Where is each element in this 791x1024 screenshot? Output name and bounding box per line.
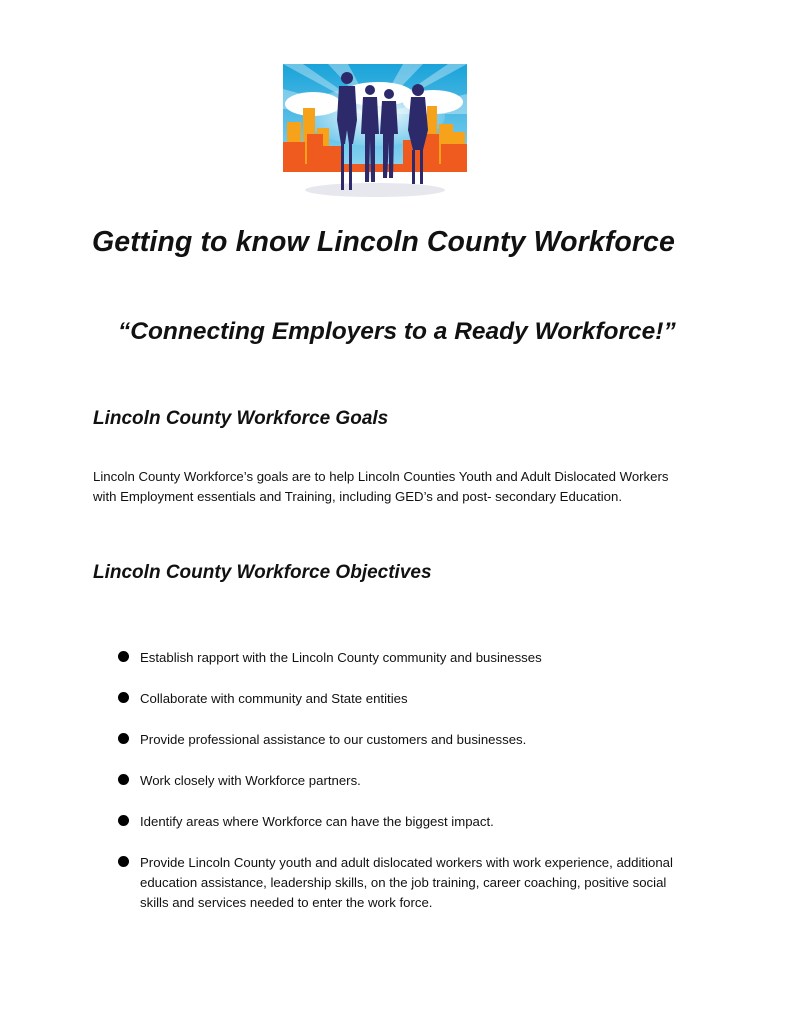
bullet-icon bbox=[118, 733, 129, 744]
bullet-icon bbox=[118, 651, 129, 662]
bullet-icon bbox=[118, 856, 129, 867]
list-item bbox=[116, 812, 696, 832]
objectives-list bbox=[116, 648, 696, 934]
bullet-icon bbox=[118, 815, 129, 826]
objectives-heading: Lincoln County Workforce Objectives bbox=[93, 562, 432, 583]
list-item bbox=[116, 771, 696, 791]
list-item-text: Provide professional assistance to our customers and businesses. bbox=[140, 732, 527, 747]
list-item-text: Identify areas where Workforce can have the biggest impact. bbox=[140, 814, 494, 829]
list-item-text: Collaborate with community and State entities bbox=[140, 691, 408, 706]
list-item bbox=[116, 648, 696, 668]
goals-paragraph: Lincoln County Workforce’s goals are to help Lincoln Counties Youth and Adult Dislocated Workers with Employment essentials and Training, including GED’s and post- secondary Education. bbox=[93, 469, 669, 504]
list-item-text: Work closely with Workforce partners. bbox=[140, 773, 361, 788]
bullet-icon bbox=[118, 692, 129, 703]
list-item-text: Establish rapport with the Lincoln County community and businesses bbox=[140, 650, 542, 665]
business-team-illustration bbox=[283, 64, 467, 200]
goals-heading: Lincoln County Workforce Goals bbox=[93, 408, 389, 429]
page-title: Getting to know Lincoln County Workforce bbox=[92, 226, 675, 258]
list-item bbox=[116, 730, 696, 750]
list-item bbox=[116, 689, 696, 709]
slogan: “Connecting Employers to a Ready Workforce!” bbox=[118, 318, 676, 345]
bullet-icon bbox=[118, 774, 129, 785]
list-item-text: Provide Lincoln County youth and adult dislocated workers with work experience, additional education assistance, leadership skills, on the job training, career coaching, positive social skills and services needed to enter the work force. bbox=[140, 855, 673, 910]
list-item bbox=[116, 853, 696, 913]
